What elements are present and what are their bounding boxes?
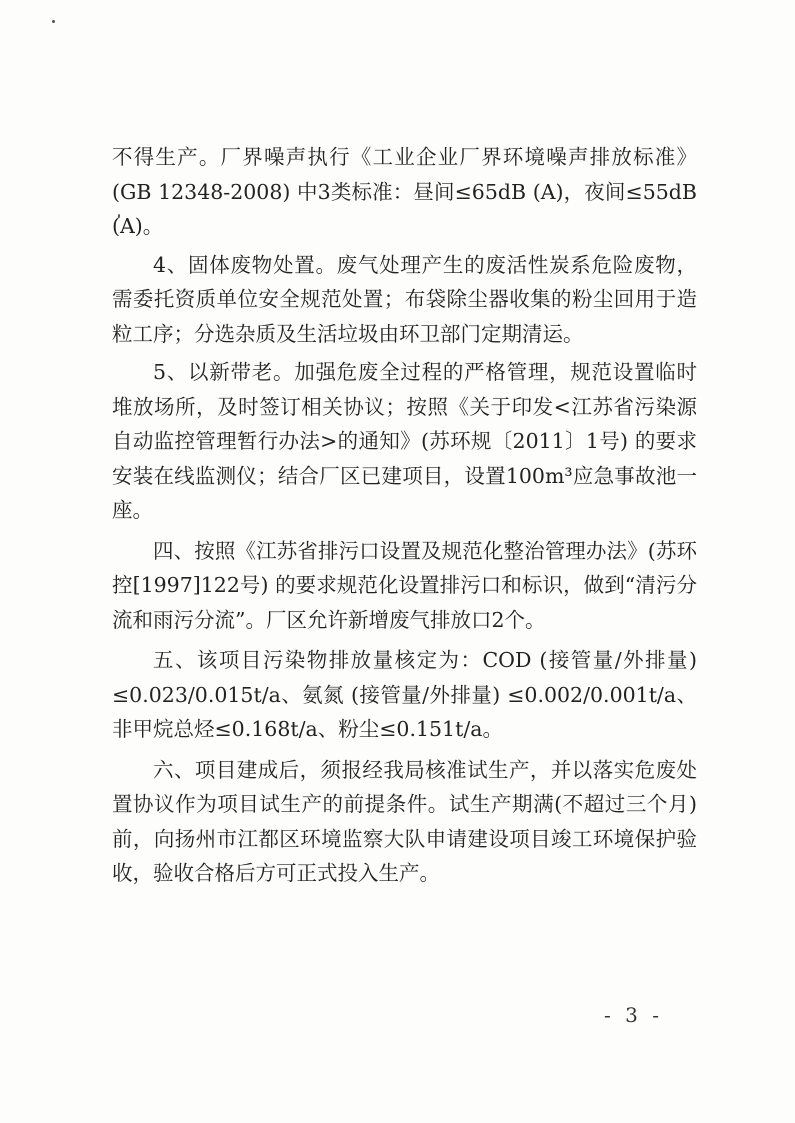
paragraph-solid-waste: 4、固体废物处置。废气处理产生的废活性炭系危险废物，需委托资质单位安全规范处置；布袋除尘器收集的粉尘回用于造粒工序；分选杂质及生活垃圾由环卫部门定期清运。 [112, 252, 697, 346]
scan-speck [52, 20, 55, 23]
paragraph-trial-production: 六、项目建成后，须报经我局核准试生产，并以落实危废处置协议作为项目试生产的前提条件。试生产期满(不超过三个月)前，向扬州市江都区环境监察大队申请建设项目竣工环境保护验收，验收合格后方可正式投入生产。 [112, 757, 697, 885]
paragraph-discharge-outlets: 四、按照《江苏省排污口设置及规范化整治管理办法》(苏环控[1997]122号) 的要求规范化设置排污口和标识，做到“清污分流和雨污分流”。厂区允许新增废气排放口2个。 [112, 538, 697, 632]
document-body [112, 140, 697, 895]
paragraph-old-with-new: 5、以新带老。加强危废全过程的严格管理，规范设置临时堆放场所，及时签订相关协议；按照《关于印发<江苏省污染源自动监控管理暂行办法>的通知》(苏环规〔2011〕1号) 的要求安装在线监测仪；结合厂区已建项目，设置100m³应急事故池一座。 [112, 360, 697, 522]
paragraph-emission-quotas: 五、该项目污染物排放量核定为：COD (接管量/外排量) ≤0.023/0.015t/a、氨氮 (接管量/外排量) ≤0.002/0.001t/a、非甲烷总烃≤0.168t/a、粉尘≤0.151t/a。 [112, 648, 697, 741]
paragraph-noise-standard: 不得生产。厂界噪声执行《工业企业厂界环境噪声排放标准》(GB 12348-2008) 中3类标准：昼间≤65dB (A)，夜间≤55dB (A)。 [112, 145, 697, 238]
page-number: - 3 - [604, 1003, 663, 1027]
